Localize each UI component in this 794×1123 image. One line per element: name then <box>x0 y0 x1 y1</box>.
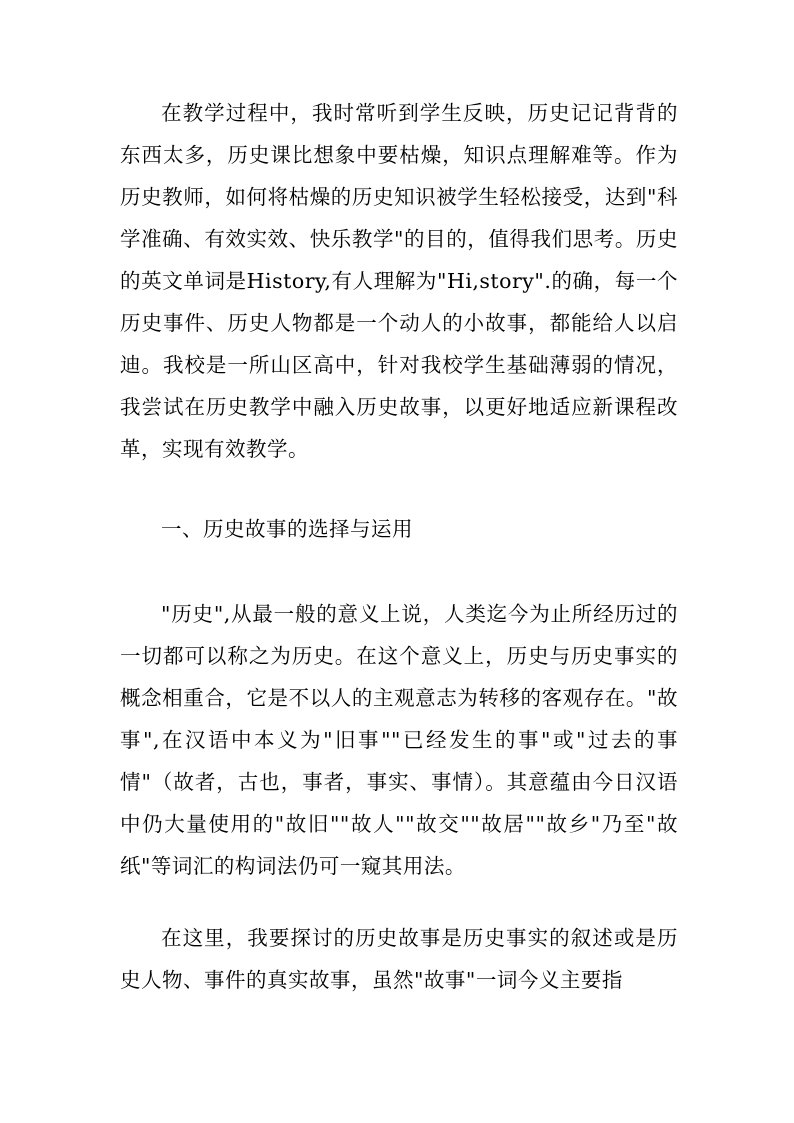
history-story-paragraph: 在这里，我要探讨的历史故事是历史事实的叙述或是历史人物、事件的真实故事，虽然"故事"一词今义主要指 <box>120 926 678 992</box>
history-definition-paragraph: "历史",从最一般的意义上说，人类迄今为止所经历过的一切都可以称之为历史。在这个意义上，历史与历史事实的概念相重合，它是不以人的主观意志为转移的客观存在。"故事",在汉语中本义为"旧事""已经发生的事"或"过去的事情"（故者，古也，事者，事实、事情）。其意蕴由今日汉语中仍大量使用的"故旧""故人""故交""故居""故乡"乃至"故纸"等词汇的构词法仍可一窥其用法。 <box>120 602 678 878</box>
intro-paragraph: 在教学过程中，我时常听到学生反映，历史记记背背的东西太多，历史课比想象中要枯燥，知识点理解难等。作为历史教师，如何将枯燥的历史知识被学生轻松接受，达到"科学准确、有效实效、快乐教学"的目的，值得我们思考。历史的英文单词是History,有人理解为"Hi,story".的确，每一个历史事件、历史人物都是一个动人的小故事，都能给人以启迪。我校是一所山区高中，针对我校学生基础薄弱的情况，我尝试在历史教学中融入历史故事，以更好地适应新课程改革，实现有效教学。 <box>120 101 678 461</box>
section-heading: 一、历史故事的选择与运用 <box>161 517 413 541</box>
